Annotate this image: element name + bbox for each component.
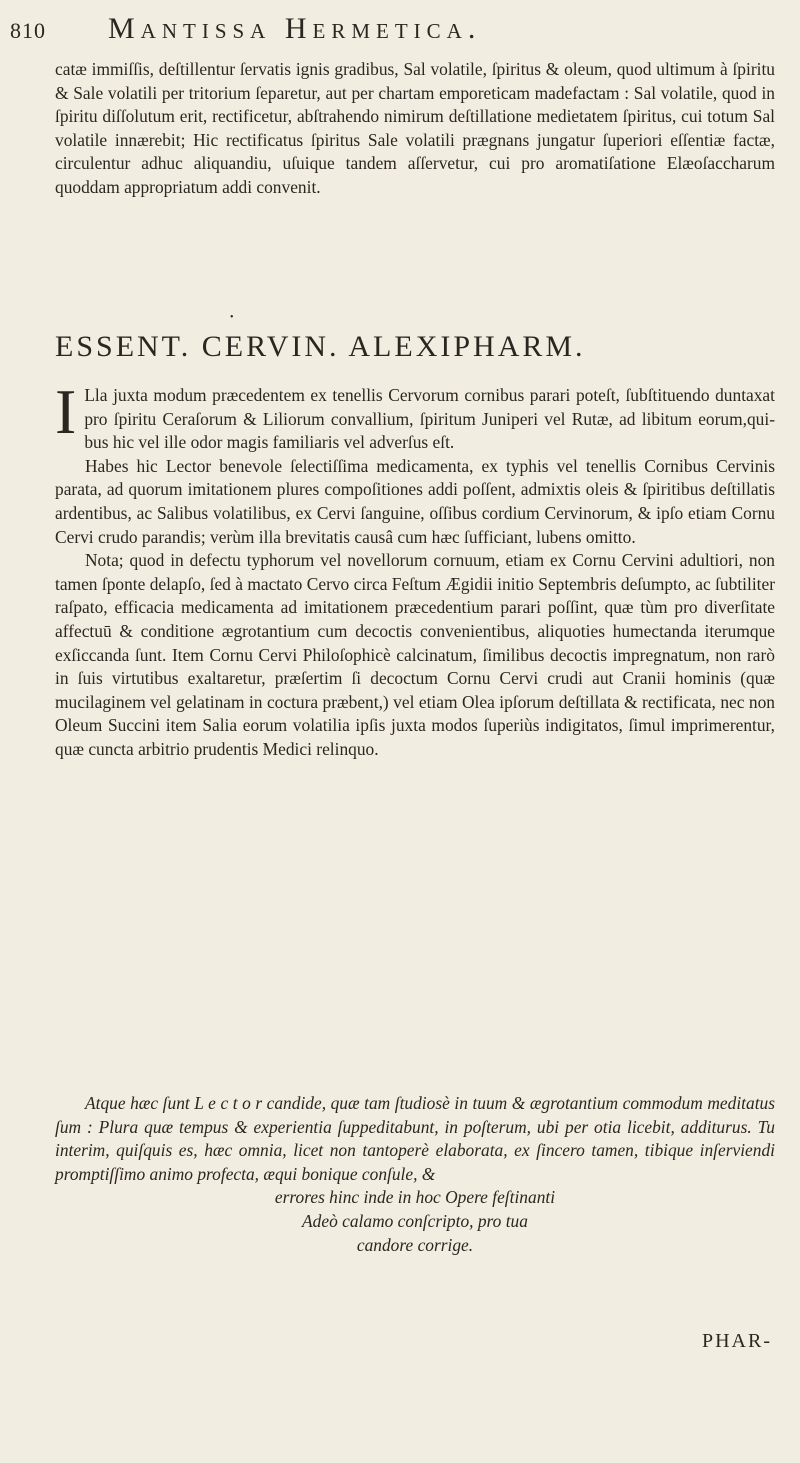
page-number: 810 [10, 18, 46, 43]
closing-line: Adeò calamo conſcripto, pro tua [302, 1210, 528, 1231]
closing-text: Atque hæc ſunt L e c t o r candide, quæ tam ſtudiosè in tuum & ægrotantium commodum meditatus ſum : Plura quæ tempus & experientia ſuppeditabunt, in poſterum, ubi per otia licebit, additurus. Tu interim, quiſquis es, hæc omnia, licet non tantoperè elaborata, ex ſincero tamen, tibique inſerviendi promptiſſimo animo profecta, æqui bonique conſule, & [55, 1093, 775, 1184]
closing-line: candore corrige. [356, 1234, 474, 1255]
drop-cap: I [55, 376, 77, 447]
section-body [55, 376, 775, 762]
paragraph-nota: Nota; quod in defectu typhorum vel novellorum cornuum, etiam ex Cornu Cervini adultiori, non tamen ſponte delapſo, ſed à mactato Cervo circa Feſtum Ægidii initio Septembris deſumpto, ac ſubtiliter raſpato, efficacia medicamenta ad imitationem præcedentium parari poſſint, quæ tùm pro diverſitate affectuū & conditione ægrotantium cum decoctis convenientibus, aliquoties humectanda iterumque exſiccanda ſunt. Item Cornu Cervi Philoſophicè calcinatum, ſimilibus decoctis impregnatum, non rarò in ſuis virtutibus exaltaretur, præſertim ſi decoctum Cornu Cervi crudi aut Cranii hominis (quæ mucilaginem vel gelatinam in coctura præbent,) vel etiam Olea ipſorum deſtillata & rectificata, nec non Oleum Succini item Salia eorum volatilia ipſis juxta modos ſuperiùs indigitatos, ſimul imprimerentur, quæ cuncta arbitrio prudentis Medici relinquo. [55, 550, 775, 759]
paragraph-text: Lla juxta modum præcedentem ex tenellis Cervorum cornibus parari poteſt, ſubſtituendo duntaxat pro ſpiritu Ceraſorum & Liliorum convallium, ſpiritum Juniperi vel Rutæ, ad libitum eorum,qui-bus hic vel ille odor magis familiaris vel adverſus eſt. [84, 385, 775, 453]
running-head: Mantissa Hermetica. [108, 12, 482, 45]
page-header [10, 12, 790, 52]
paragraph-lector: Habes hic Lector benevole ſelectiſſima medicamenta, ex typhis vel tenellis Cornibus Cervinis parata, ad quorum imitationem plures compoſitiones addi poſſent, admixtis oleis & ſpiritibus deſtillatis ardentibus, ac Salibus volatilibus, ex Cervi ſanguine, oſſibus cordium Cervinorum, & ipſo etiam Cornu Cervi crudo parandis; verùm illa brevitatis causâ cum hæc ſufficiant, lubens omitto. [55, 455, 775, 547]
closing-address [55, 1092, 775, 1257]
section-title: ESSENT. CERVIN. ALEXIPHARM. [55, 330, 586, 363]
paragraph-text: catæ immiſſis, deſtillentur ſervatis ignis gradibus, Sal volatile, ſpiritus & oleum, quod ultimum à ſpiritu & Sale volatili per tritorium ſeparetur, aut per chartam emporeticam madefactam : Sal volatile, quod in ſpiritu diſſolutum erit, rectificetur, abſtrahendo nimirum deſtillatione medietatem ſpiritus, cui totum Sal volatile innærebit; Hic rectificatus ſpiritus Sale volatili prægnans jungatur ſuperiori eſſentiæ factæ, circulentur adhuc aliquandiu, uſuique tandem aſſervetur, cui pro aromatiſatione Elæoſaccharum quoddam appropriatum addi convenit. [55, 59, 775, 197]
paragraph-continued [55, 58, 775, 200]
closing-line: errores hinc inde in hoc Opere feſtinanti [274, 1187, 556, 1208]
catchword: PHAR- [701, 1330, 772, 1352]
ornament-dot: • [230, 312, 234, 323]
paragraph-essent-cervin [55, 376, 775, 455]
